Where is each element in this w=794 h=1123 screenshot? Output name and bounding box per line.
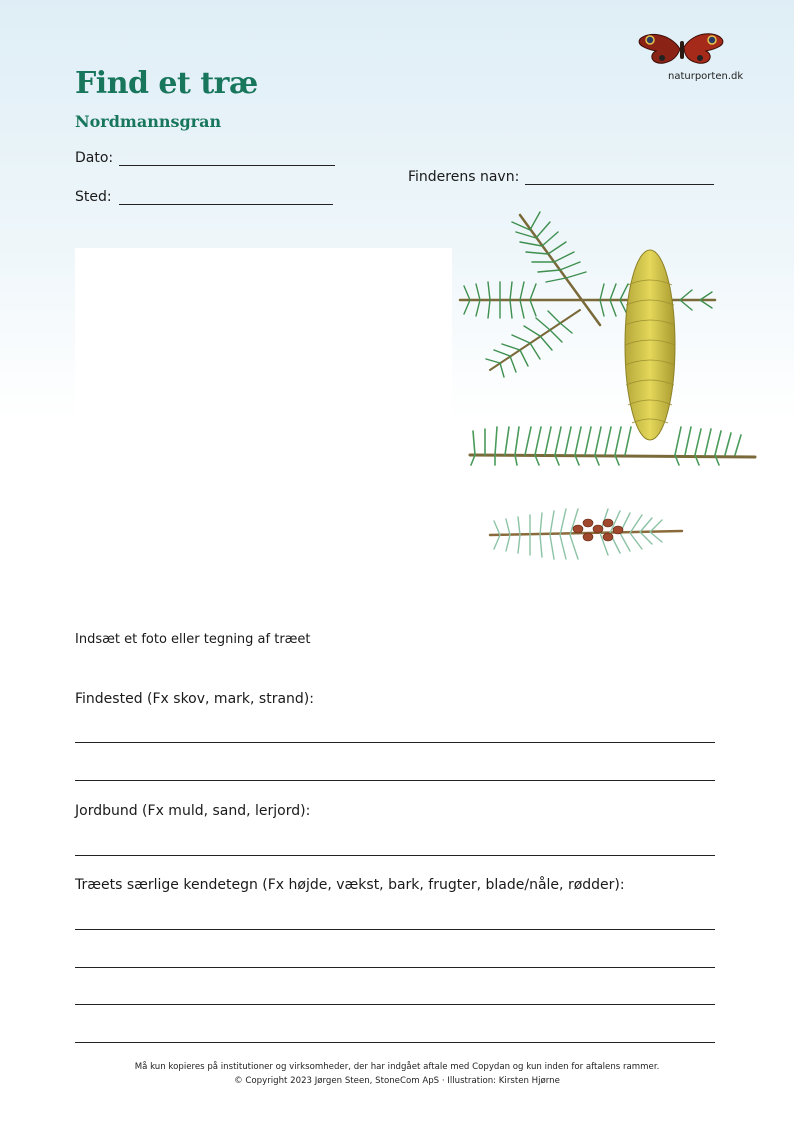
photo-caption: Indsæt et foto eller tegning af træet [75, 632, 311, 647]
nordmann-fir-branch-illustration [450, 205, 770, 605]
features-answer-line-3[interactable] [75, 1004, 715, 1005]
location-answer-line-1[interactable] [75, 742, 715, 743]
features-answer-line-1[interactable] [75, 929, 715, 930]
copyright: © Copyright 2023 Jørgen Steen, StoneCom ApS · Illustration: Kirsten Hjørne [234, 1076, 560, 1086]
features-answer-line-2[interactable] [75, 967, 715, 968]
place-field[interactable] [119, 204, 333, 205]
location-answer-line-2[interactable] [75, 780, 715, 781]
question-soil-label: Jordbund (Fx muld, sand, lerjord): [75, 803, 311, 819]
copy-notice: Må kun kopieres på institutioner og virksomheder, der har indgået aftale med Copydan og kun inden for aftalens rammer. [134, 1062, 660, 1072]
page-title: Find et træ [75, 66, 258, 101]
place-label: Sted: [75, 189, 112, 205]
photo-drawing-area[interactable] [75, 248, 452, 623]
nordmann-fir-illustration [450, 205, 770, 605]
question-location-label: Findested (Fx skov, mark, strand): [75, 691, 314, 707]
features-answer-line-4[interactable] [75, 1042, 715, 1043]
butterfly-icon [636, 27, 726, 67]
soil-answer-line-1[interactable] [75, 855, 715, 856]
tree-name: Nordmannsgran [75, 112, 222, 131]
date-field[interactable] [119, 165, 335, 166]
finder-name-field[interactable] [525, 184, 714, 185]
finder-label: Finderens navn: [408, 169, 520, 185]
site-name: naturporten.dk [668, 71, 744, 82]
date-label: Dato: [75, 150, 114, 166]
question-features-label: Træets særlige kendetegn (Fx højde, vækst, bark, frugter, blade/nåle, rødder): [75, 877, 625, 893]
